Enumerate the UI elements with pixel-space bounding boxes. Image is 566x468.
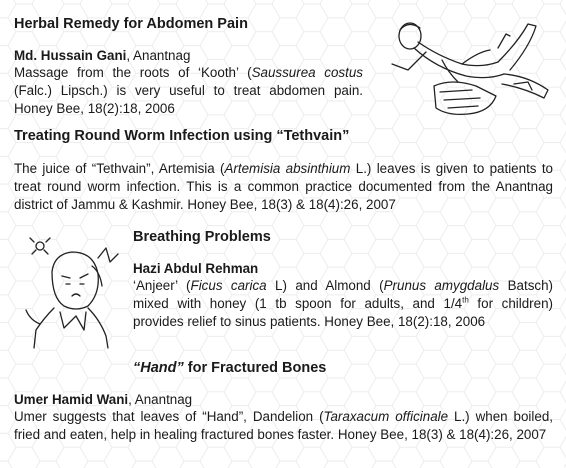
species-name: Taraxacum officinale [323, 409, 449, 424]
section-title-breathing: Breathing Problems [133, 229, 271, 245]
title-italic: “Hand” [133, 360, 184, 376]
headache-man-illustration [14, 232, 124, 352]
section-title-roundworm: Treating Round Worm Infection using “Tethvain” [14, 128, 350, 144]
author-name: Umer Hamid Wani [14, 392, 129, 407]
author-place: , Anantnag [128, 392, 193, 407]
author-name: Md. Hussain Gani [14, 48, 127, 63]
paragraph-abdomen [14, 64, 363, 118]
text-run: The juice of “Tethvain”, Artemisia ( [14, 161, 225, 176]
species-name: Saussurea costus [251, 65, 363, 80]
text-run: (Falc.) Lipsch.) is very useful to treat abdomen pain. Honey Bee, 18(2):18, 2006 [14, 83, 363, 116]
text-run: ‘Anjeer’ ( [133, 278, 191, 293]
text-run: Batsch) mixed with honey (1 tb spoon for adults, and 1/4 [133, 278, 553, 311]
species-name: Prunus amygdalus [383, 278, 500, 293]
author-name: Hazi Abdul Rehman [133, 261, 259, 276]
text-run: L.) when boiled, fried and eaten, help in healing fractured bones faster. Honey Bee, 18(3) & 18(4):26, 2007 [14, 409, 553, 442]
paragraph-roundworm [14, 160, 553, 214]
superscript: th [462, 295, 469, 305]
author-place: , Anantnag [126, 48, 191, 63]
author-line-abdomen [14, 47, 190, 65]
reclining-man-illustration [378, 12, 558, 122]
title-rest: for Fractured Bones [183, 360, 327, 376]
text-run: L.) leaves is given to patients to treat round worm infection. This is a common practice documented from the Anantnag district of Jammu & Kashmir. Honey Bee, 18(3) & 18(4):26, 2007 [14, 161, 553, 212]
section-title-fractured [133, 360, 326, 377]
text-run: for children) provides relief to sinus patients. Honey Bee, 18(2):18, 2006 [133, 296, 553, 329]
paragraph-fractured [14, 408, 553, 444]
author-line-fractured [14, 391, 192, 409]
species-name: Ficus carica [190, 278, 267, 293]
text-run: L) and Almond ( [266, 278, 384, 293]
text-run: Massage from the roots of ‘Kooth’ ( [14, 65, 252, 80]
species-name: Artemisia absinthium [224, 161, 351, 176]
author-line-breathing [133, 260, 258, 278]
section-title-abdomen: Herbal Remedy for Abdomen Pain [14, 16, 248, 32]
text-run: Umer suggests that leaves of “Hand”, Dandelion ( [14, 409, 324, 424]
paragraph-breathing [133, 277, 553, 331]
